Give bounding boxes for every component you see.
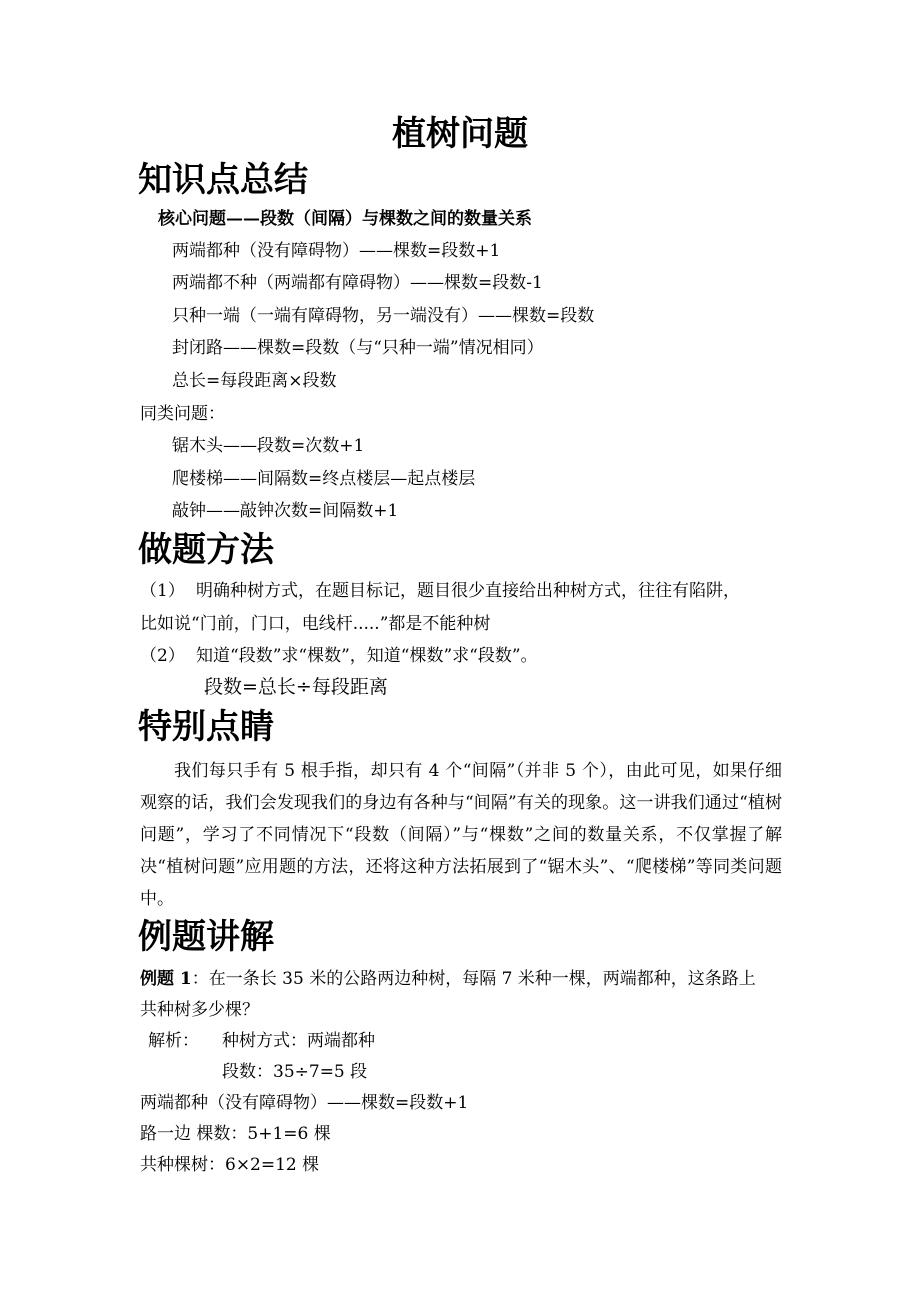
method-heading: 做题方法 bbox=[138, 530, 274, 570]
summary-heading: 知识点总结 bbox=[138, 160, 308, 200]
similar-bell: 敲钟——敲钟次数=间隔数+1 bbox=[172, 501, 399, 521]
analysis-label: 解析： bbox=[148, 1031, 199, 1051]
similar-sawing: 锯木头——段数=次数+1 bbox=[172, 436, 365, 456]
rule-closed-road: 封闭路——棵数=段数（与“只种一端”情况相同） bbox=[172, 338, 544, 358]
method-item2-number: （2） bbox=[140, 646, 185, 666]
page-title: 植树问题 bbox=[392, 114, 528, 154]
similar-label: 同类问题： bbox=[140, 404, 225, 424]
method-item1-number: （1） bbox=[140, 581, 185, 601]
rule-both-ends: 两端都种（没有障碍物）——棵数=段数+1 bbox=[172, 241, 501, 261]
analysis-segments: 段数：35÷7=5 段 bbox=[222, 1062, 368, 1082]
step-rule: 两端都种（没有障碍物）——棵数=段数+1 bbox=[140, 1093, 469, 1113]
tips-paragraph: 我们每只手有 5 根手指，却只有 4 个“间隔”（并非 5 个），由此可见，如果仔细观察的话，我们会发现我们的身边有各种与“间隔”有关的现象。这一讲我们通过“植树问题”，学习了不同情况下“段数（间隔）”与“棵数”之间的数量关系，不仅掌握了解决“植树问题”应用题的方法，还将这种方法拓展到了“锯木头”、“爬楼梯”等同类问题中。 bbox=[140, 761, 782, 909]
tips-heading: 特别点睛 bbox=[138, 707, 274, 747]
analysis-planting-method: 种树方式：两端都种 bbox=[222, 1031, 375, 1051]
method-item1-text: 明确种树方式，在题目标记，题目很少直接给出种树方式，往往有陷阱， bbox=[196, 581, 740, 601]
method-item1-continuation: 比如说“门前，门口，电线杆.....”都是不能种树 bbox=[140, 614, 491, 634]
example1-text: ：在一条长 35 米的公路两边种树，每隔 7 米种一棵，两端都种，这条路上 bbox=[191, 969, 756, 989]
example1-continuation: 共种树多少棵？ bbox=[140, 1000, 259, 1020]
step-total: 共种棵树：6×2=12 棵 bbox=[140, 1155, 320, 1175]
core-question: 核心问题——段数（间隔）与棵数之间的数量关系 bbox=[158, 209, 532, 229]
example1-label: 例题 1 bbox=[140, 969, 192, 989]
rule-total-length: 总长=每段距离×段数 bbox=[172, 371, 337, 391]
rule-one-end: 只种一端（一端有障碍物，另一端没有）——棵数=段数 bbox=[172, 306, 595, 326]
rule-no-ends: 两端都不种（两端都有障碍物）——棵数=段数-1 bbox=[172, 273, 543, 293]
example1-line bbox=[140, 966, 756, 992]
method-item2-text: 知道“段数”求“棵数”，知道“棵数”求“段数”。 bbox=[196, 646, 538, 666]
examples-heading: 例题讲解 bbox=[138, 917, 274, 957]
similar-stairs: 爬楼梯——间隔数=终点楼层—起点楼层 bbox=[172, 469, 476, 489]
method-formula: 段数=总长÷每段距离 bbox=[204, 676, 388, 698]
step-one-side: 路一边 棵数：5+1=6 棵 bbox=[140, 1124, 331, 1144]
